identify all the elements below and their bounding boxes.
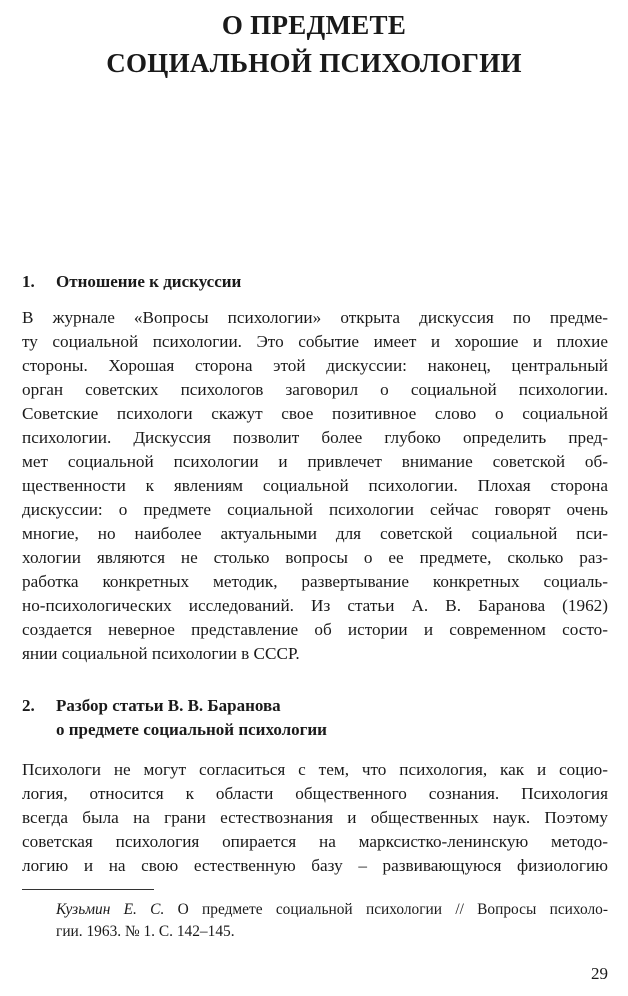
section-1-text-line: работка конкретных методик, развертывание конкретных социаль- xyxy=(22,572,608,591)
section-1-text-line: Советские психологи скажут свое позитивное слово о социальной xyxy=(22,404,608,423)
section-1-text-line: янии социальной психологии в СССР. xyxy=(22,644,300,663)
footnote-line-2: гии. 1963. № 1. С. 142–145. xyxy=(56,923,235,940)
page-title-line-2: СОЦИАЛЬНОЙ ПСИХОЛОГИИ xyxy=(106,48,522,78)
section-2-title-line-1: Разбор статьи В. В. Баранова xyxy=(56,696,281,715)
footnote-text: О предмете социальной психологии // Вопросы психоло- xyxy=(164,901,609,918)
section-2-text-line: Психологи не могут согласиться с тем, что психология, как и социо- xyxy=(22,760,608,779)
section-2-text-line: советская психология опирается на марксистко-ленинскую методо- xyxy=(22,832,608,851)
footnote-author: Кузьмин Е. С. xyxy=(56,901,165,918)
page-number: 29 xyxy=(591,964,608,983)
section-1-text-line: но-психологических исследований. Из статьи А. В. Баранова (1962) xyxy=(22,596,608,615)
section-1-text-line: орган советских психологов заговорил о социальной психологии. xyxy=(22,380,608,399)
section-1-text-line: многие, но наиболее актуальными для советской социальной пси- xyxy=(22,524,608,543)
section-2-text-line: логию и на свою естественную базу – развивающуюся физиологию xyxy=(22,856,608,875)
footnote-divider xyxy=(22,889,154,890)
footnote-line-1 xyxy=(56,899,608,921)
section-1-text-line: дискуссии: о предмете социальной психологии сейчас говорят очень xyxy=(22,500,608,519)
section-1-text-line: психологии. Дискуссия позволит более глубоко определить пред- xyxy=(22,428,608,447)
section-2-heading xyxy=(22,694,281,718)
section-2-text-line: всегда была на грани естествознания и общественных наук. Поэтому xyxy=(22,808,608,827)
section-1-text-line: стороны. Хорошая сторона этой дискуссии: наконец, центральный xyxy=(22,356,608,375)
section-2-title-line-2: о предмете социальной психологии xyxy=(56,720,327,739)
section-2-text-line: логия, относится к области общественного сознания. Психология xyxy=(22,784,608,803)
section-1-heading xyxy=(22,270,241,294)
section-1-text-line: хологии являются не столько вопросы о ее предмете, сколько раз- xyxy=(22,548,608,567)
section-1-text-line: мет социальной психологии и привлечет внимание советской об- xyxy=(22,452,608,471)
section-1-text-line: щественности к явлениям социальной психологии. Плохая сторона xyxy=(22,476,608,495)
section-1-text-line: создается неверное представление об истории и современном состо- xyxy=(22,620,608,639)
page-title-line-1: О ПРЕДМЕТЕ xyxy=(221,10,407,40)
section-1-title: Отношение к дискуссии xyxy=(56,272,242,291)
section-1-number: 1. xyxy=(22,272,35,291)
section-2-number: 2. xyxy=(22,696,35,715)
section-1-text-line: ту социальной психологии. Это событие имеет и хорошие и плохие xyxy=(22,332,608,351)
section-1-text-line: В журнале «Вопросы психологии» открыта дискуссия по предме- xyxy=(22,308,608,327)
